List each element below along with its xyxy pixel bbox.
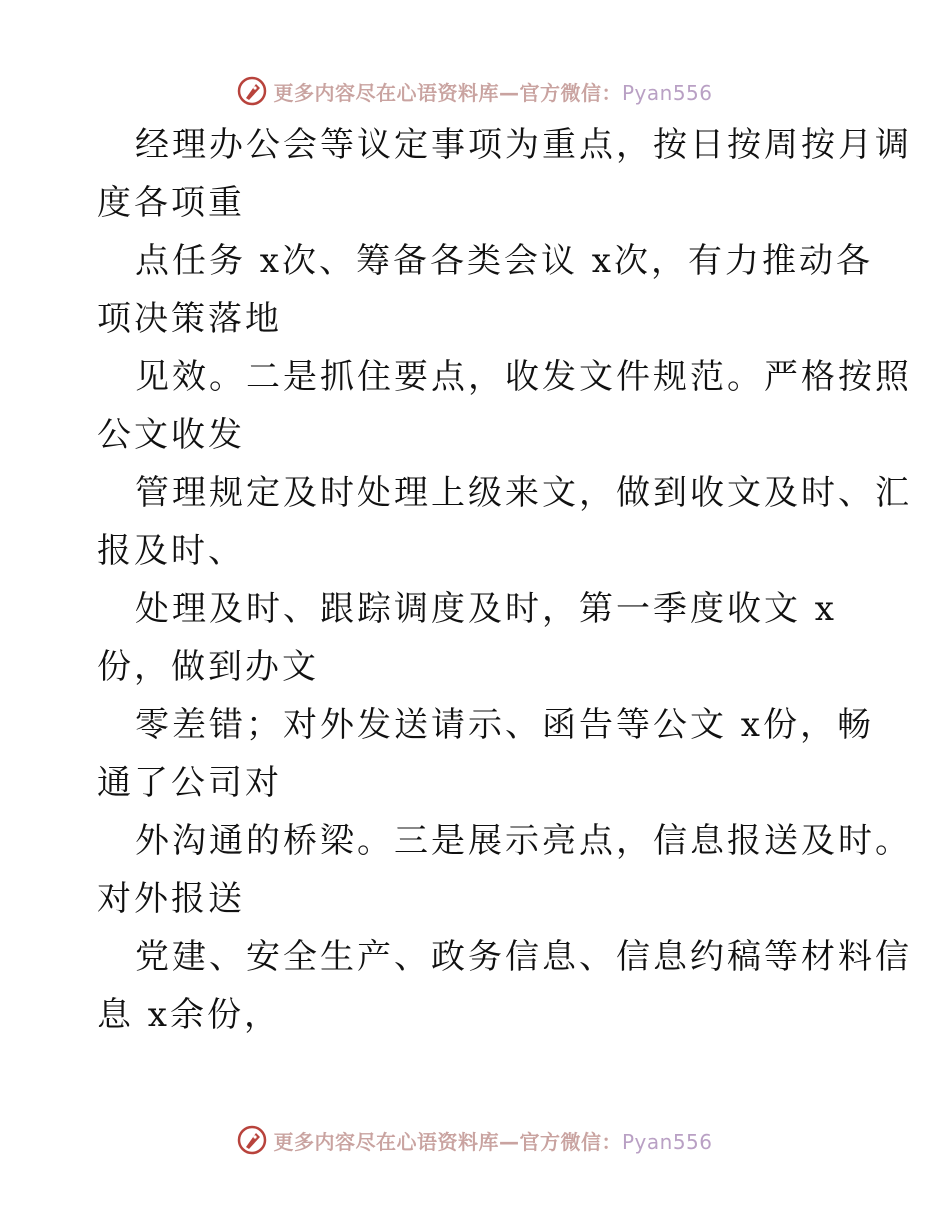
watermark-label: 更多内容尽在心语资料库—官方微信： <box>273 1129 622 1154</box>
text-line: 外沟通的桥梁。三是展示亮点，信息报送及时。 <box>135 821 912 861</box>
watermark-label: 更多内容尽在心语资料库—官方微信： <box>273 80 622 105</box>
watermark-wechat-id: Pyan556 <box>621 1129 713 1154</box>
text-line: 息 x余份， <box>97 995 281 1035</box>
text-line: 点任务 x次、筹备各类会议 x次，有力推动各 <box>135 241 873 281</box>
text-line: 管理规定及时处理上级来文，做到收文及时、汇 <box>135 473 912 513</box>
watermark-text <box>273 77 712 106</box>
header-watermark <box>0 71 950 111</box>
text-line: 份，做到办文 <box>97 647 319 687</box>
footer-watermark <box>0 1120 950 1160</box>
text-line: 见效。二是抓住要点，收发文件规范。严格按照 <box>135 357 912 397</box>
text-line: 度各项重 <box>97 183 245 223</box>
text-line: 通了公司对 <box>97 763 282 803</box>
watermark-text <box>273 1126 712 1155</box>
text-line: 经理办公会等议定事项为重点，按日按周按月调 <box>135 125 912 165</box>
text-line: 项决策落地 <box>97 299 282 339</box>
watermark-wechat-id: Pyan556 <box>621 80 713 105</box>
text-line: 公文收发 <box>97 415 245 455</box>
text-line: 处理及时、跟踪调度及时，第一季度收文 x <box>135 589 837 629</box>
text-line: 零差错；对外发送请示、函告等公文 x份，畅 <box>135 705 874 745</box>
text-line: 党建、安全生产、政务信息、信息约稿等材料信 <box>135 937 912 977</box>
document-body <box>97 116 912 1044</box>
pen-nib-logo-icon <box>237 1125 267 1155</box>
text-line: 对外报送 <box>97 879 245 919</box>
pen-nib-logo-icon <box>237 76 267 106</box>
text-line: 报及时、 <box>97 531 245 571</box>
